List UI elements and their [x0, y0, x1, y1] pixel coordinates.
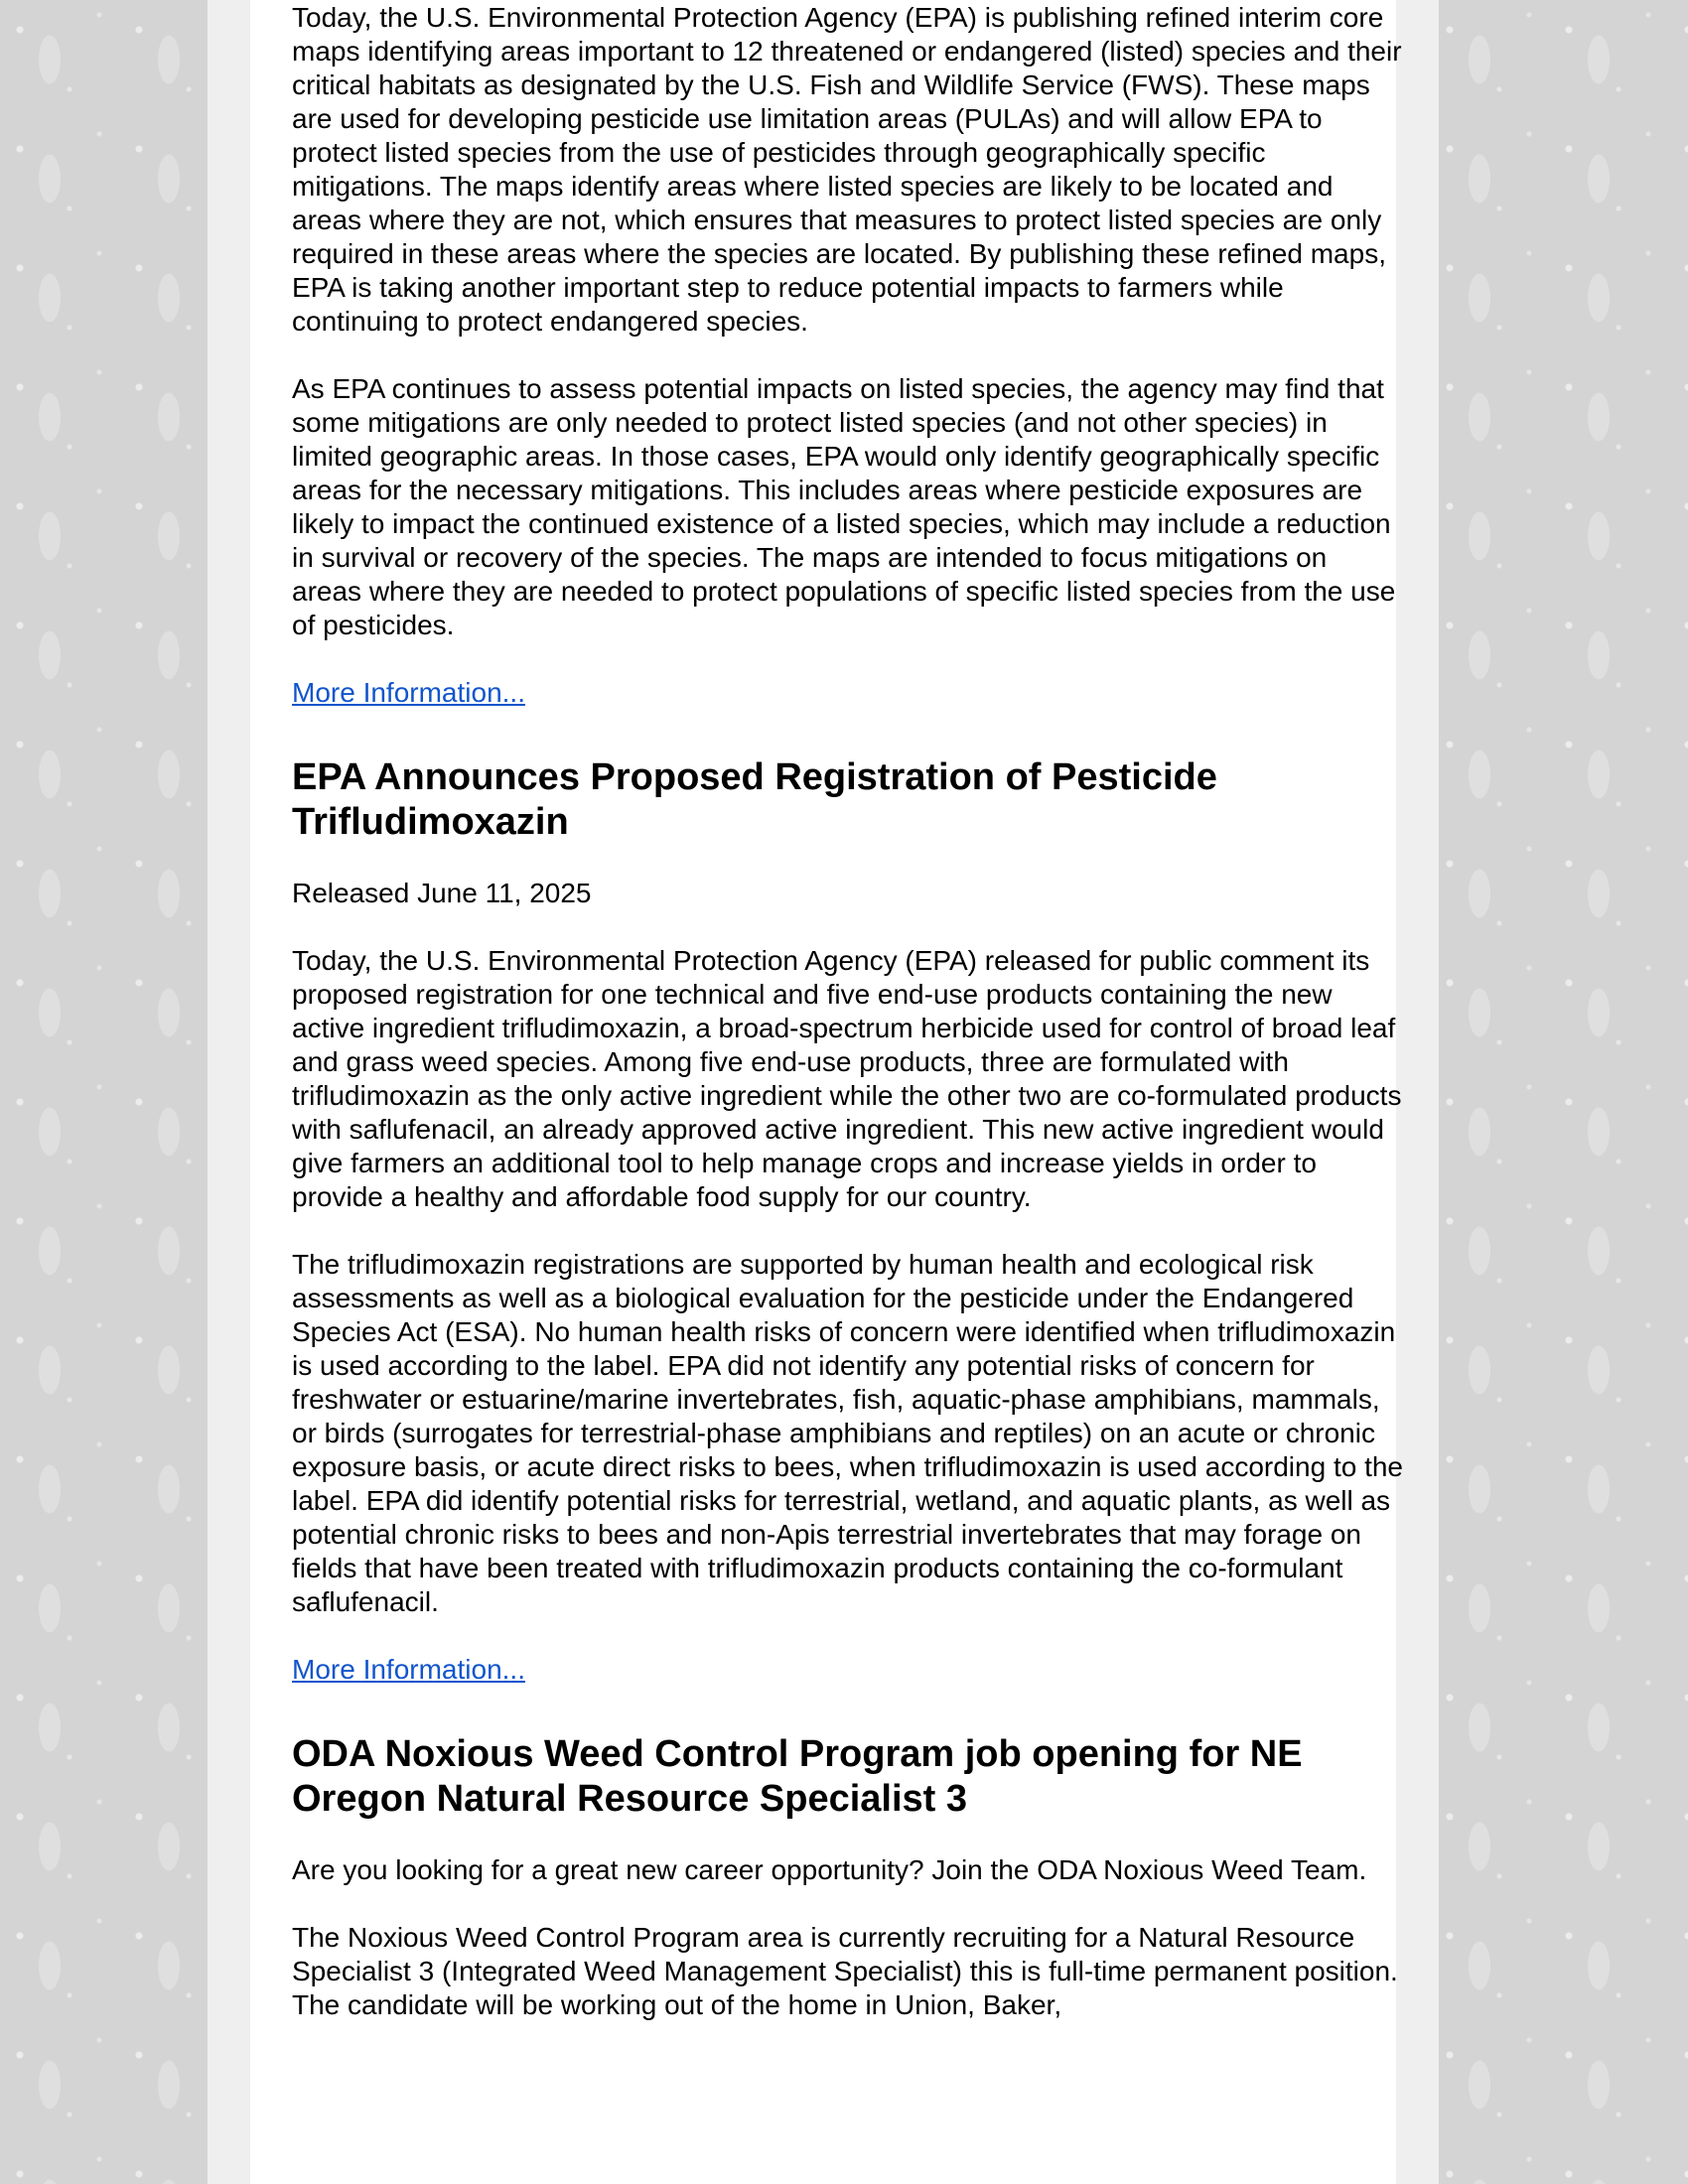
job-body-paragraph: The Noxious Weed Control Program area is currently recruiting for a Natural Resource Specialist 3 (Integrated Weed Management Specialist) this is full-time permanent position. The candidate will be working out of the home in Union, Baker,	[292, 1922, 1398, 2020]
newsletter-body	[292, 0, 1404, 2022]
release-date: Released June 11, 2025	[292, 878, 592, 908]
trifludimoxazin-heading: EPA Announces Proposed Registration of Pesticide Trifludimoxazin	[292, 756, 1217, 843]
section1-paragraph-1: Today, the U.S. Environmental Protection Agency (EPA) is publishing refined interim core maps identifying areas important to 12 threatened or endangered (listed) species and their critical habitats as designated by the U.S. Fish and Wildlife Service (FWS). These maps are used for developing pesticide use limitation areas (PULAs) and will allow EPA to protect listed species from the use of pesticides through geographically specific mitigations. The maps identify areas where listed species are likely to be located and areas where they are not, which ensures that measures to protect listed species are only required in these areas where the species are located. By publishing these refined maps, EPA is taking another important step to reduce potential impacts to farmers while continuing to protect endangered species.	[292, 2, 1402, 337]
section2-paragraph-2: The trifludimoxazin registrations are supported by human health and ecological risk assessments as well as a biological evaluation for the pesticide under the Endangered Species Act (ESA). No human health risks of concern were identified when trifludimoxazin is used according to the label. EPA did not identify any potential risks of concern for freshwater or estuarine/marine invertebrates, fish, aquatic-phase amphibians, mammals, or birds (surrogates for terrestrial-phase amphibians and reptiles) on an acute or chronic exposure basis, or acute direct risks to bees, when trifludimoxazin is used according to the label. EPA did identify potential risks for terrestrial, wetland, and aquatic plants, as well as potential chronic risks to bees and non-Apis terrestrial invertebrates that may forage on fields that have been treated with trifludimoxazin products containing the co-formulant saflufenacil.	[292, 1249, 1404, 1617]
section-noxious-weed-job	[292, 1732, 1404, 2022]
more-information-link-1[interactable]: More Information...	[292, 677, 525, 708]
section1-paragraph-2: As EPA continues to assess potential impacts on listed species, the agency may find that some mitigations are only needed to protect listed species (and not other species) in limited geographic areas. In those cases, EPA would only identify geographically specific areas for the necessary mitigations. This includes areas where pesticide exposures are likely to impact the continued existence of a listed species, which may include a reduction in survival or recovery of the species. The maps are intended to focus mitigations on areas where they are needed to protect populations of specific listed species from the use of pesticides.	[292, 373, 1396, 640]
job-opening-heading: ODA Noxious Weed Control Program job opening for NE Oregon Natural Resource Specialist 3	[292, 1733, 1303, 1820]
job-intro-paragraph: Are you looking for a great new career opportunity? Join the ODA Noxious Weed Team.	[292, 1854, 1367, 1885]
section-interim-core-maps	[292, 1, 1404, 710]
section2-paragraph-1: Today, the U.S. Environmental Protection Agency (EPA) released for public comment its proposed registration for one technical and five end-use products containing the new active ingredient trifludimoxazin, a broad-spectrum herbicide used for control of broad leaf and grass weed species. Among five end-use products, three are formulated with trifludimoxazin as the only active ingredient while the other two are co-formulated products with saflufenacil, an already approved active ingredient. This new active ingredient would give farmers an additional tool to help manage crops and increase yields in order to provide a healthy and affordable food supply for our country.	[292, 945, 1402, 1212]
section-trifludimoxazin	[292, 755, 1404, 1687]
more-information-link-2[interactable]: More Information...	[292, 1654, 525, 1685]
